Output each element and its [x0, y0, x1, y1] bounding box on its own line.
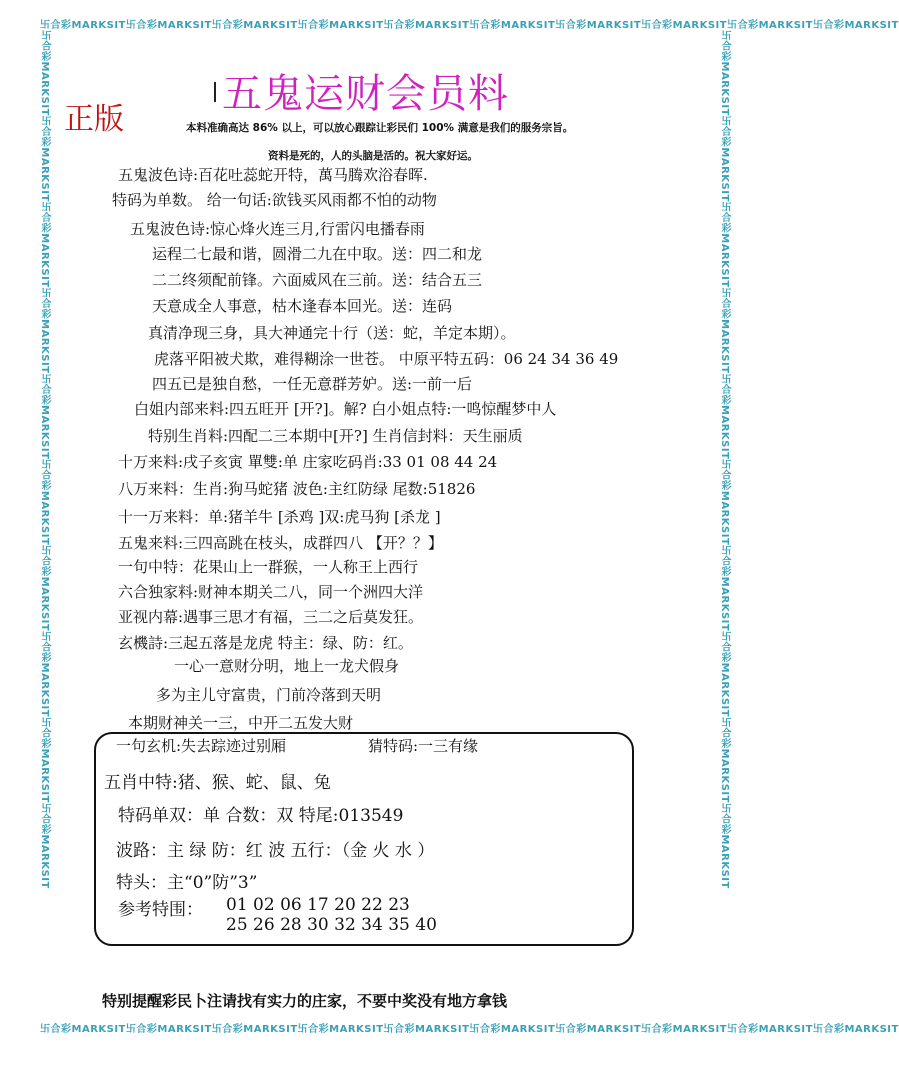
reference-numbers-row1: 01 02 06 17 20 22 23	[226, 895, 410, 915]
border-right: 卐合彩MARKSIT卐合彩MARKSIT卐合彩MARKSIT卐合彩MARKSIT卐合彩MARKSIT卐合彩MARKSIT卐合彩MARKSIT卐合彩MARKSIT卐合彩MARKSIT卐合彩MARKSIT	[719, 30, 730, 889]
text-line: 玄機詩:三起五落是龙虎 特主：绿、防：红。	[118, 634, 413, 652]
border-top: 卐合彩MARKSIT卐合彩MARKSIT卐合彩MARKSIT卐合彩MARKSIT卐合彩MARKSIT卐合彩MARKSIT卐合彩MARKSIT卐合彩MARKSIT卐合彩MARKSIT卐合彩MARKSIT	[40, 20, 899, 31]
text-line: 亚视内幕:遇事三思才有福，三二之后莫发狂。	[118, 608, 424, 626]
text-line: 五鬼波色诗:百花吐蕊蛇开特，萬马腾欢浴春晖.	[118, 166, 428, 184]
border-bottom: 卐合彩MARKSIT卐合彩MARKSIT卐合彩MARKSIT卐合彩MARKSIT卐合彩MARKSIT卐合彩MARKSIT卐合彩MARKSIT卐合彩MARKSIT卐合彩MARKSIT卐合彩MARKSIT	[40, 1024, 899, 1035]
five-zodiac-line: 五肖中特:猪、猴、蛇、鼠、兔	[104, 773, 331, 793]
tagline-luck: 资料是死的，人的头脑是活的。祝大家好运。	[268, 150, 478, 162]
text-line: 本期财神关一三，中开二五发大财	[128, 714, 354, 732]
head-line: 特头：主“0”防”3”	[116, 873, 258, 893]
text-line: 四五已是独自愁，一任无意群芳妒。送:一前一后	[152, 375, 473, 393]
text-line: 一句中特：花果山上一群猴，一人称王上西行	[118, 558, 419, 576]
text-line: 十一万来料：单:猪羊牛 [杀鸡 ]双:虎马狗 [杀龙 ]	[118, 508, 441, 526]
text-line: 特码为单数。 给一句话:欲钱买风雨都不怕的动物	[112, 191, 437, 209]
border-left: 卐合彩MARKSIT卐合彩MARKSIT卐合彩MARKSIT卐合彩MARKSIT卐合彩MARKSIT卐合彩MARKSIT卐合彩MARKSIT卐合彩MARKSIT卐合彩MARKSIT卐合彩MARKSIT	[39, 30, 50, 889]
odd-even-line: 特码单双：单 合数：双 特尾:013549	[118, 806, 404, 826]
color-elements-line: 波路：主 绿 防：红 波 五行：（金 火 水 ）	[116, 841, 435, 861]
text-line: 八万来料：生肖:狗马蛇猪 波色:主红防绿 尾数:51826	[118, 480, 476, 498]
reference-numbers-row2: 25 26 28 30 32 34 35 40	[226, 915, 437, 935]
text-line: 特别生肖料:四配二三本期中[开?] 生肖信封料：天生丽质	[148, 427, 523, 445]
reference-label: 参考特围：	[118, 900, 203, 920]
text-line: 六合独家料:财神本期关二八，同一个洲四大洋	[118, 583, 424, 601]
text-line: 白姐内部来料:四五旺开 [开?]。解? 白小姐点特:一鸣惊醒梦中人	[134, 400, 557, 418]
text-line: 运程二七最和谐，圆滑二九在中取。送：四二和龙	[152, 245, 483, 263]
text-line: 一心一意财分明，地上一龙犬假身	[174, 657, 400, 675]
text-line: 五鬼来料:三四高跳在枝头，成群四八 【开？？】	[118, 534, 443, 552]
riddle-line: 一句玄机:失去踪迹过别厢	[116, 737, 287, 755]
genuine-badge: 正版	[64, 102, 124, 137]
tagline-accuracy: 本料准确高达 86% 以上，可以放心跟踪让彩民们 100% 满意是我们的服务宗旨。	[186, 122, 574, 134]
text-line: 天意成全人事意，枯木逢春本回光。送：连码	[152, 297, 453, 315]
text-line: 五鬼波色诗:惊心烽火连三月,行雷闪电播春雨	[130, 220, 425, 238]
text-line: 虎落平阳被犬欺，难得糊涂一世苍。 中原平特五码：06 24 34 36 49	[154, 350, 619, 368]
text-line: 真清净现三身，具大神通完十行（送：蛇，羊定本期）。	[148, 324, 516, 342]
text-line: 二二终须配前锋。六面威风在三前。送：结合五三	[152, 271, 483, 289]
footer-warning: 特别提醒彩民卜注请找有实力的庄家，不要中奖没有地方拿钱	[102, 992, 508, 1010]
guess-line: 猜特码:一三有缘	[368, 737, 479, 755]
page-title: 五鬼运财会员料	[222, 71, 509, 117]
text-line: 十万来料:戌子亥寅 單雙:单 庄家吃码肖:33 01 08 44 24	[118, 453, 498, 471]
text-line: 多为主儿守富贵，门前冷落到天明	[156, 686, 382, 704]
title-cursor-mark	[214, 82, 216, 102]
